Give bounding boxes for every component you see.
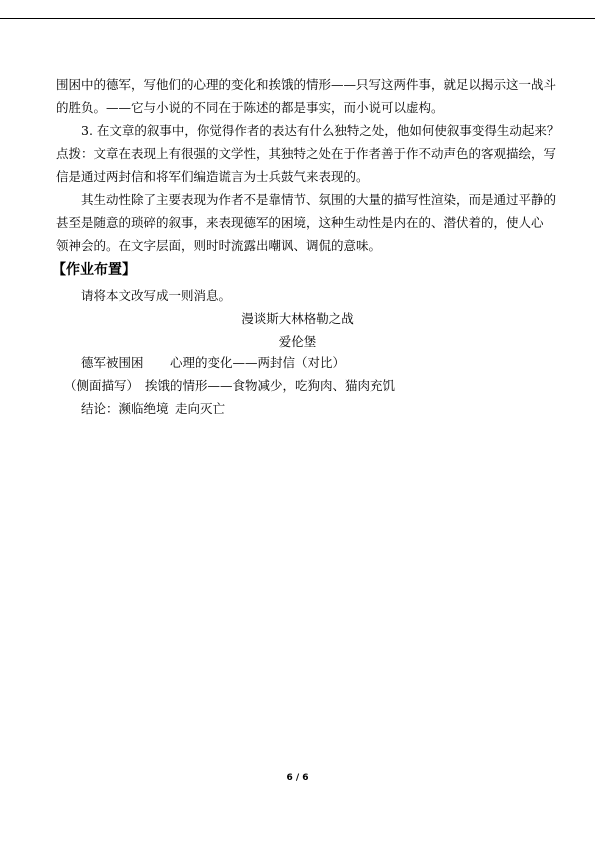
- homework-instruction: 请将本文改写成一则消息。: [81, 288, 232, 303]
- outline-text: 心理的变化——两封信（对比）: [170, 355, 346, 370]
- outline-text: 挨饿的情形——食物减少，吃狗肉、猫肉充饥: [145, 378, 396, 393]
- paragraph-line: 其生动性除了主要表现为作者不是靠情节、氛围的大量的描写性渲染，而是通过平静的: [81, 192, 557, 207]
- paragraph-line: 甚至是随意的琐碎的叙事，来表现德军的困境，这种生动性是内在的、潜伏着的，使人心: [56, 215, 544, 230]
- outline-label: （侧面描写）: [64, 378, 140, 393]
- paragraph-line: 领神会的。在文字层面，则时时流露出嘲讽、调侃的意味。: [56, 238, 382, 253]
- homework-heading: 【作业布置】: [52, 262, 136, 278]
- tip-line: 信是通过两封信和将军们编造谎言为士兵鼓气来表现的。: [56, 169, 369, 184]
- question-3: 3. 在文章的叙事中，你觉得作者的表达有什么独特之处，他如何使叙事变得生动起来？: [81, 123, 560, 138]
- outline-label: 德军被围困: [81, 355, 144, 370]
- news-author: 爱伦堡: [278, 334, 317, 349]
- news-title: 漫谈斯大林格勒之战: [241, 311, 354, 326]
- tip-line: 点拨：文章在表现上有很强的文学性，其独特之处在于作者善于作不动声色的客观描绘，写: [56, 146, 557, 161]
- paragraph-line: 围困中的德军，写他们的心理的变化和挨饿的情形——只写这两件事，就足以揭示这一战斗: [56, 77, 557, 92]
- page-number: 6 / 6: [286, 773, 309, 783]
- paragraph-line: 的胜负。——它与小说的不同在于陈述的都是事实，而小说可以虚构。: [56, 100, 444, 115]
- outline-text: 走向灭亡: [175, 401, 226, 416]
- header-rule: [0, 18, 595, 19]
- outline-label: 结论：濒临绝境: [81, 401, 169, 416]
